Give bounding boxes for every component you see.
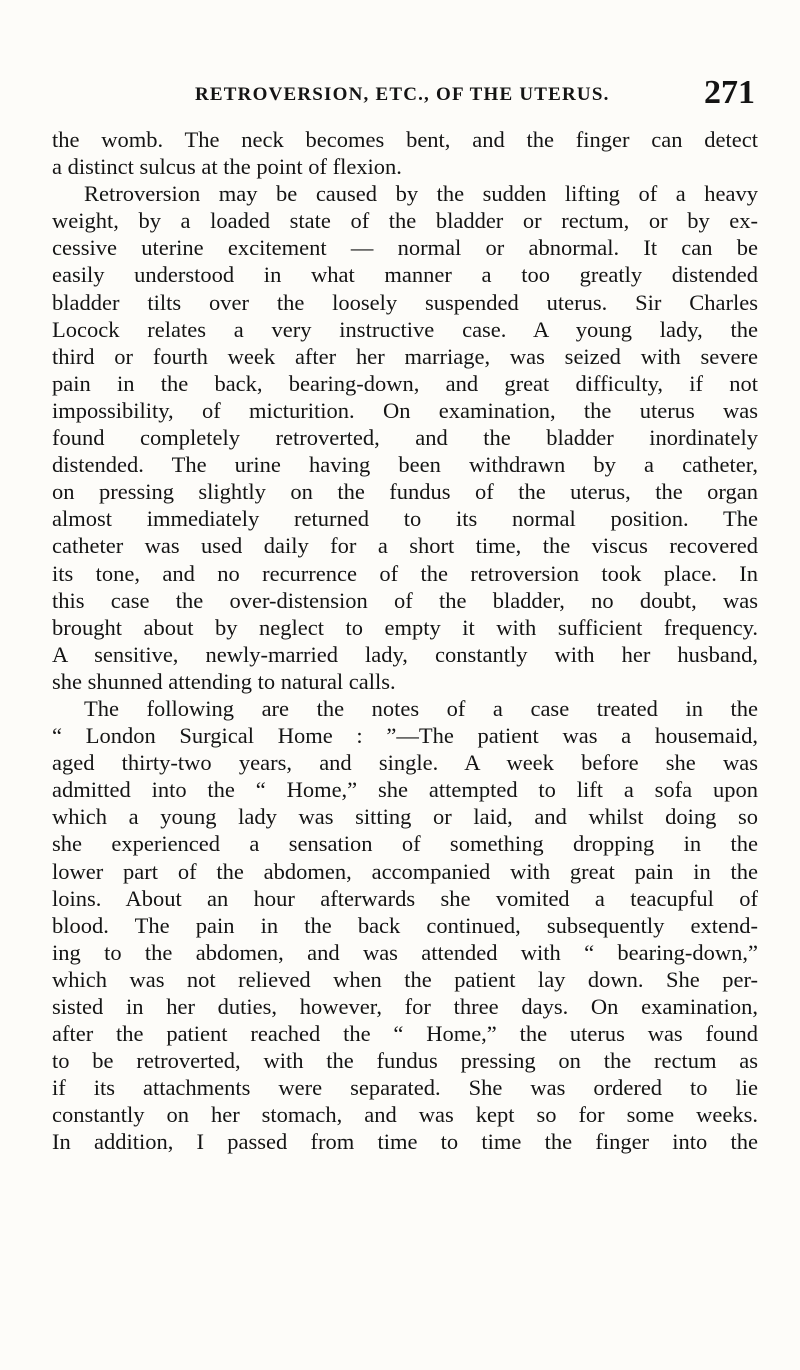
text-line: distended. The urine having been withdrawn by a catheter, [52,452,758,478]
text-line: aged thirty-two years, and single. A week before she was [52,750,758,776]
text-line: bladder tilts over the loosely suspended uterus. Sir Charles [52,289,758,315]
page-number: 271 [704,74,755,111]
text-line: In addition, I passed from time to time the finger into the [52,1129,758,1155]
text-line: Retroversion may be caused by the sudden lifting of a heavy [84,181,758,207]
text-line: cessive uterine excitement — normal or abnormal. It can be [52,235,758,261]
text-line: blood. The pain in the back continued, subsequently extend- [52,912,758,938]
text-line: constantly on her stomach, and was kept so for some weeks. [52,1102,758,1128]
text-line: The following are the notes of a case treated in the [84,695,758,721]
text-line: she experienced a sensation of something dropping in the [52,831,758,857]
text-line: sisted in her duties, however, for three days. On examination, [52,994,758,1019]
text-line: to be retroverted, with the fundus pressing on the rectum as [52,1048,758,1074]
text-line: brought about by neglect to empty it with sufficient frequency. [52,614,758,640]
text-line: Locock relates a very instructive case. A young lady, the [52,316,758,342]
text-line: pain in the back, bearing-down, and great difficulty, if not [52,370,758,396]
text-line: after the patient reached the “ Home,” the uterus was found [52,1021,758,1047]
text-line: its tone, and no recurrence of the retroversion took place. In [52,560,758,586]
text-line: she shunned attending to natural calls. [52,668,396,694]
text-line: catheter was used daily for a short time, the viscus recovered [52,533,758,559]
text-line: impossibility, of micturition. On examination, the uterus was [52,397,758,423]
text-line: weight, by a loaded state of the bladder or rectum, or by ex- [52,208,758,234]
running-head [195,74,755,114]
text-line: ing to the abdomen, and was attended with “ bearing-down,” [52,939,758,965]
text-line: a distinct sulcus at the point of flexion. [52,154,402,180]
text-line: which was not relieved when the patient lay down. She per- [52,966,758,992]
text-line: which a young lady was sitting or laid, and whilst doing so [52,804,758,830]
text-line: found completely retroverted, and the bladder inordinately [52,425,758,451]
running-title: RETROVERSION, ETC., OF THE UTERUS. [195,84,610,105]
text-line: if its attachments were separated. She was ordered to lie [52,1075,758,1101]
text-line: easily understood in what manner a too greatly distended [52,262,758,288]
text-line: admitted into the “ Home,” she attempted to lift a sofa upon [52,777,758,803]
text-line: lower part of the abdomen, accompanied with great pain in the [52,858,758,884]
text-line: almost immediately returned to its normal position. The [52,506,758,532]
text-line: the womb. The neck becomes bent, and the finger can detect [52,127,758,152]
text-line: loins. About an hour afterwards she vomited a teacupful of [52,885,758,911]
text-line: A sensitive, newly-married lady, constantly with her husband, [52,641,758,667]
text-line: on pressing slightly on the fundus of the uterus, the organ [52,479,758,505]
text-line: this case the over-distension of the bladder, no doubt, was [52,587,758,613]
body-text [52,126,758,1156]
text-line: “ London Surgical Home : ”—The patient was a housemaid, [52,723,758,749]
text-line: third or fourth week after her marriage, was seized with severe [52,343,758,369]
